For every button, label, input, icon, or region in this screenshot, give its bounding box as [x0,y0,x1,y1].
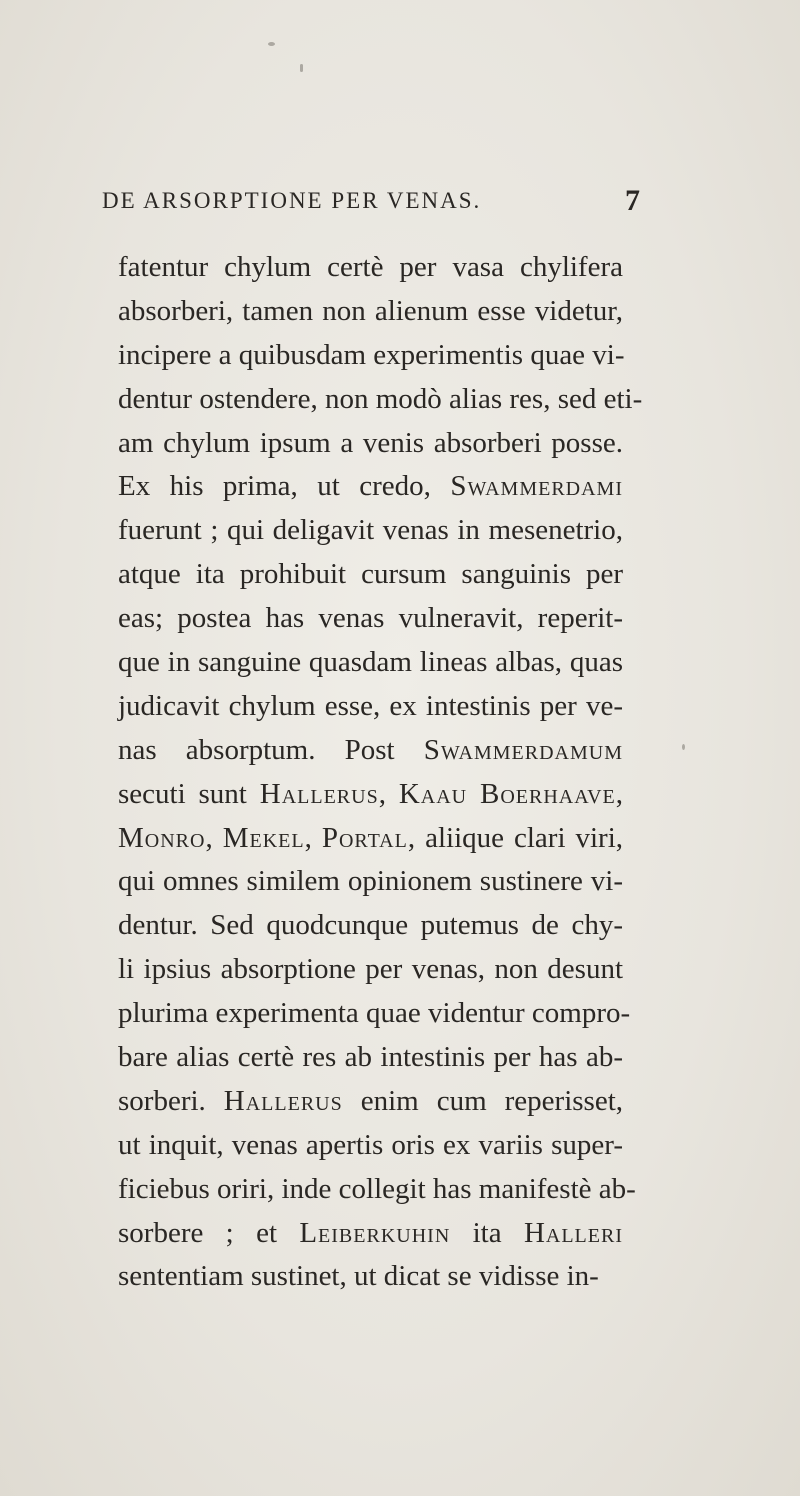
text-line: fatentur chylum certè per vasa chylifera [118,251,623,283]
text-line: sententiam sustinet, ut dicat se vidisse in- [118,1260,599,1293]
proper-name: Hallerus [259,777,379,810]
text-line: absorberi, tamen non alienum esse videtur, [118,294,623,327]
proper-name: Monro [118,821,206,854]
text-line: Ex his prima, ut credo, Swammerdami [118,470,623,503]
text-line: qui omnes similem opinionem sustinere vi- [118,865,623,898]
text-line: judicavit chylum esse, ex intestinis per ve- [118,689,623,722]
text-line: que in sanguine quasdam lineas albas, quas [118,646,623,679]
paper-speck [300,64,303,72]
text-line: sorberi. Hallerus enim cum reperisset, [118,1084,624,1117]
proper-name: Portal [321,821,408,854]
proper-name: Boerhaave [479,777,616,810]
proper-name: Mekel [222,821,305,854]
text-line: eas; postea has venas vulneravit, reperit- [118,602,623,635]
text-line: sorbere ; et Leiberkuhin ita Halleri [118,1216,623,1249]
text-line: dentur ostendere, non modò alias res, sed eti- [118,382,643,415]
text-line: Monro, Mekel, Portal, aliique clari viri, [118,821,624,854]
text-line: dentur. Sed quodcunque putemus de chy- [118,909,623,942]
text-line: plurima experimenta quae videntur compro- [118,997,631,1030]
text-line: nas absorptum. Post Swammerdamum [118,733,623,766]
proper-name: Halleri [523,1216,623,1249]
text-line: secuti sunt Hallerus, Kaau Boerhaave, [118,777,623,810]
text-line: ficiebus oriri, inde collegit has manifestè ab- [118,1172,636,1205]
proper-name: Kaau [398,777,468,810]
page-number: 7 [625,184,642,217]
paper-speck [268,42,275,46]
text-line: atque ita prohibuit cursum sanguinis per [118,558,623,591]
text-line: am chylum ipsum a venis absorberi posse. [118,426,623,459]
proper-name: Swammerdamum [423,733,623,766]
running-head-title: DE ARSORPTIONE PER VENAS. [102,188,482,213]
text-line: fuerunt ; qui deligavit venas in mesenetrio, [118,514,623,547]
proper-name: Hallerus [223,1084,343,1117]
proper-name: Swammerdami [450,470,623,503]
proper-name: Leiberkuhin [299,1216,451,1249]
body-text [118,246,643,1299]
paper-speck [682,744,685,750]
text-line: incipere a quibusdam experimentis quae vi- [118,338,625,371]
running-header [102,184,642,218]
text-line: bare alias certè res ab intestinis per has ab- [118,1041,623,1074]
text-line: ut inquit, venas apertis oris ex variis super- [118,1128,623,1161]
text-line: li ipsius absorptione per venas, non desunt [118,953,623,986]
